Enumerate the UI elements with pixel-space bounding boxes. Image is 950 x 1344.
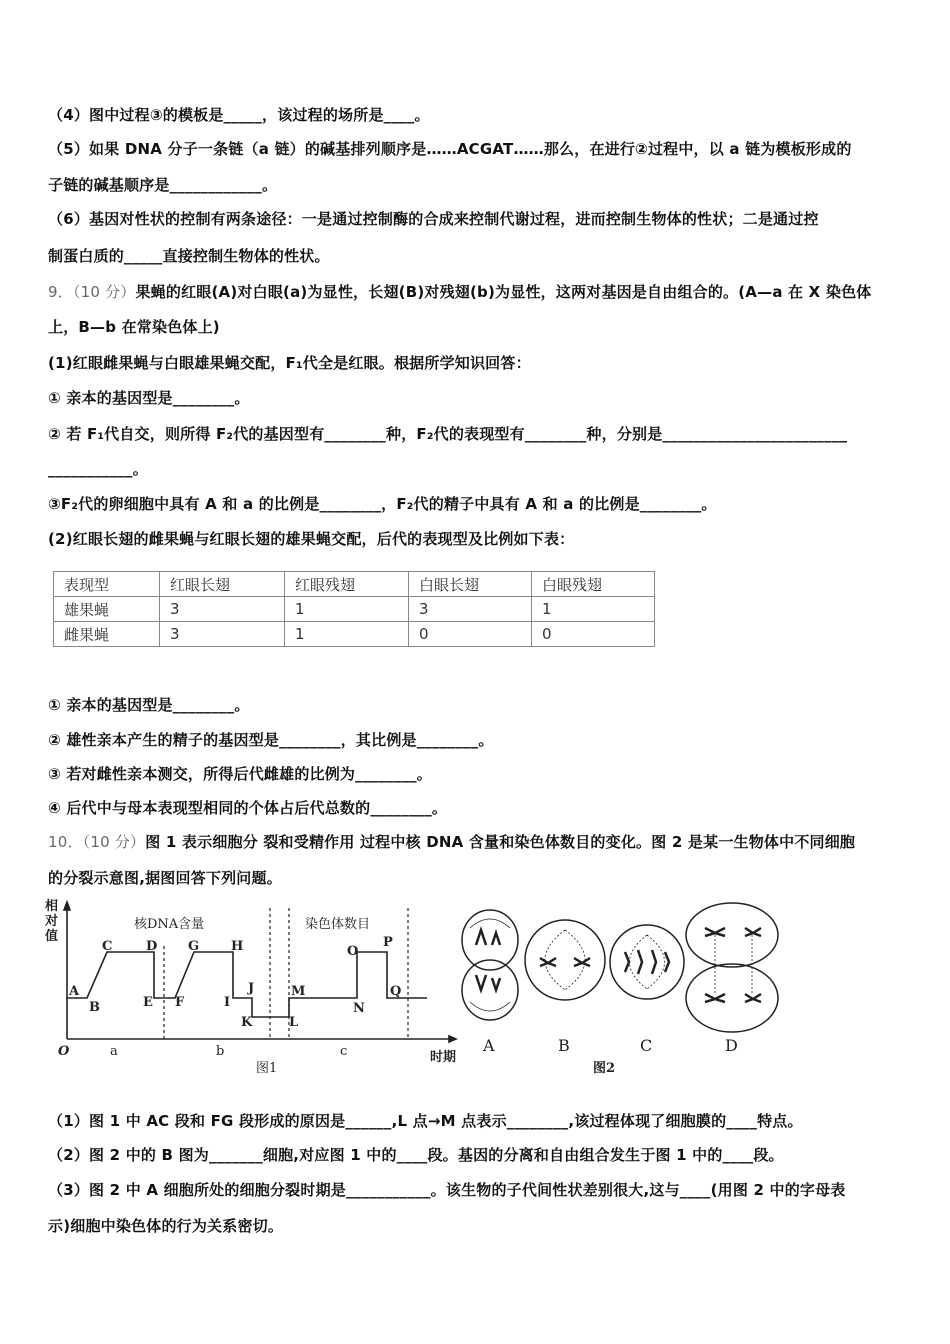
q10-sub3-line2: 示)细胞中染色体的行为关系密切。 — [48, 1217, 284, 1235]
cell-c — [610, 925, 684, 999]
q9-stem-line2: 上，B—b 在常染色体上) — [48, 318, 220, 336]
q9-part2-q1: ① 亲本的基因型是________。 — [48, 696, 250, 714]
q10-stem-text: 图 1 表示细胞分 裂和受精作用 过程中核 DNA 含量和染色体数目的变化。图 2 是某一生物体中不同细胞 — [145, 833, 856, 851]
q8-item4: （4）图中过程③的模板是_____，该过程的场所是____。 — [48, 106, 430, 124]
q8-item5-line1: （5）如果 DNA 分子一条链（a 链）的碱基排列顺序是……ACGAT……那么，在进行②过程中，以 a 链为模板形成的 — [48, 140, 852, 158]
cell-d — [686, 903, 778, 1032]
table-cell: 3 — [160, 597, 285, 622]
q9-part2-q3: ③ 若对雌性亲本测交，所得后代雌雄的比例为________。 — [48, 765, 432, 783]
q9-part1-q3: ③F₂代的卵细胞中具有 A 和 a 的比例是________，F₂代的精子中具有 A 和 a 的比例是________。 — [48, 495, 717, 513]
q9-part2-q2: ② 雄性亲本产生的精子的基因型是________，其比例是________。 — [48, 731, 494, 749]
x-axis-arrow — [449, 1036, 456, 1042]
q9-part2-q4: ④ 后代中与母本表现型相同的个体占后代总数的________。 — [48, 799, 448, 817]
table-cell: 0 — [409, 622, 532, 647]
cell-label: C — [640, 1036, 653, 1055]
point-label: J — [248, 981, 255, 996]
figure2-cells — [462, 903, 778, 1032]
point-label: N — [353, 1001, 365, 1016]
table-cell: 3 — [160, 622, 285, 647]
cell-b — [525, 920, 605, 1000]
x-label: 时期 — [430, 1050, 457, 1065]
q10-sub2: （2）图 2 中的 B 图为_______细胞,对应图 1 中的____段。基因的分离和自由组合发生于图 1 中的____段。 — [48, 1146, 784, 1164]
q8-item6-line1: （6）基因对性状的控制有两条途径：一是通过控制酶的合成来控制代谢过程，进而控制生物体的性状；二是通过控 — [48, 210, 819, 228]
q9-part2: (2)红眼长翅的雌果蝇与红眼长翅的雄果蝇交配，后代的表现型及比例如下表： — [48, 530, 575, 548]
point-label: A — [69, 984, 80, 999]
table-cell: 雌果蝇 — [54, 622, 160, 647]
point-label: Q — [390, 984, 402, 999]
table-cell: 0 — [532, 622, 655, 647]
cell-label: B — [558, 1036, 570, 1055]
cell-a — [462, 910, 518, 1020]
figure1-caption: 图1 — [256, 1061, 278, 1076]
point-label: K — [241, 1015, 253, 1030]
table-header: 白眼残翅 — [532, 572, 655, 597]
origin-label: O — [58, 1044, 70, 1059]
q8-item5-line2: 子链的碱基顺序是____________。 — [48, 176, 278, 194]
q9-part1: (1)红眼雌果蝇与白眼雄果蝇交配，F₁代全是红眼。根据所学知识回答： — [48, 354, 531, 372]
point-label: C — [102, 939, 113, 954]
q10-sub1: （1）图 1 中 AC 段和 FG 段形成的原因是______,L 点→M 点表示________,该过程体现了细胞膜的____特点。 — [48, 1112, 803, 1130]
y-label: 相 — [45, 899, 59, 914]
phase-label: b — [216, 1044, 225, 1059]
y-label: 值 — [45, 929, 59, 944]
table-cell: 1 — [285, 597, 409, 622]
y-label: 对 — [45, 914, 59, 929]
cell-label: D — [725, 1036, 738, 1055]
q9-stem-text: 果蝇的红眼(A)对白眼(a)为显性，长翅(B)对残翅(b)为显性，这两对基因是自由组合的。(A—a 在 X 染色体 — [135, 283, 872, 301]
point-label: G — [188, 939, 200, 954]
q9-number: 9．（10 分） — [48, 283, 136, 301]
point-label: P — [383, 935, 393, 950]
phase-label: c — [340, 1044, 348, 1059]
point-label: M — [291, 984, 306, 999]
q10-sub3-line1: （3）图 2 中 A 细胞所处的细胞分裂时期是___________。该生物的子代间性状差别很大,这与____(用图 2 中的字母表 — [48, 1181, 846, 1199]
y-axis-arrow — [64, 902, 70, 910]
q10-stem-line2: 的分裂示意图,据图回答下列问题。 — [48, 869, 282, 887]
dna-label: 核DNA含量 — [134, 917, 205, 932]
point-label: E — [143, 995, 153, 1010]
q10-number: 10．（10 分） — [48, 833, 146, 851]
figure2-caption: 图2 — [593, 1061, 616, 1076]
table-cell: 3 — [409, 597, 532, 622]
table-cell: 1 — [285, 622, 409, 647]
point-label: F — [175, 995, 185, 1010]
q9-part1-q2-line1: ② 若 F₁代自交，则所得 F₂代的基因型有________种，F₂代的表现型有________种，分别是________________________ — [48, 425, 848, 443]
table-cell: 雄果蝇 — [54, 597, 160, 622]
chromosome-label: 染色体数目 — [305, 917, 371, 932]
table-header: 白眼长翅 — [409, 572, 532, 597]
q8-item6-line2: 制蛋白质的_____直接控制生物体的性状。 — [48, 247, 330, 265]
point-label: O — [347, 944, 359, 959]
q9-part1-q1: ① 亲本的基因型是________。 — [48, 389, 250, 407]
cell-label: A — [483, 1036, 495, 1055]
table-cell: 1 — [532, 597, 655, 622]
point-label: H — [231, 939, 244, 954]
point-label: B — [89, 1000, 100, 1015]
q9-part1-q2-line2: ___________。 — [48, 460, 148, 478]
point-label: I — [224, 995, 231, 1010]
figure1-graph — [64, 902, 456, 1042]
table-header: 表现型 — [54, 572, 160, 597]
table-header: 红眼长翅 — [160, 572, 285, 597]
point-label: L — [289, 1015, 299, 1030]
phase-label: a — [110, 1044, 118, 1059]
point-label: D — [146, 939, 158, 954]
table-header: 红眼残翅 — [285, 572, 409, 597]
